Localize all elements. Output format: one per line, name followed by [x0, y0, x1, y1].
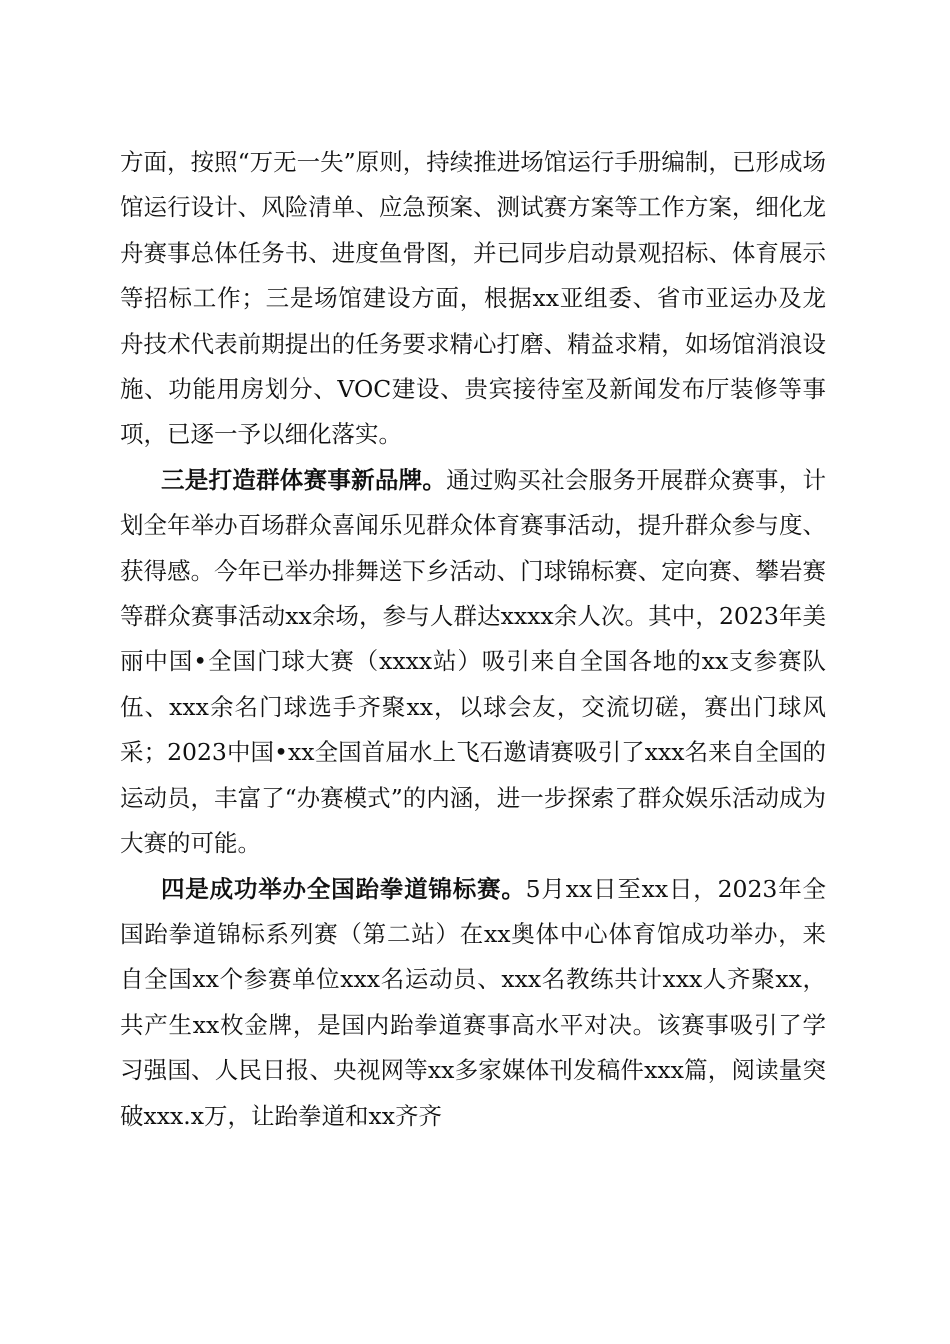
- paragraph-text: 5月xx日至xx日，2023年全国跆拳道锦标系列赛（第二站）在xx奥体中心体育馆成功举办，来自全国xx个参赛单位xxx名运动员、xxx名教练共计xxx人齐聚xx，共产生xx枚金牌，是国内跆拳道赛事高水平对决。该赛事吸引了学习强国、人民日报、央视网等xx多家媒体刊发稿件xxx篇，阅读量突破xxx.x万，让跆拳道和xx齐齐: [120, 874, 826, 1130]
- paragraph-heading: 四是成功举办全国跆拳道锦标赛。: [161, 874, 526, 903]
- paragraph-mass-events: [120, 458, 826, 867]
- paragraph-text: 通过购买社会服务开展群众赛事，计划全年举办百场群众喜闻乐见群众体育赛事活动，提升群众参与度、获得感。今年已举办排舞送下乡活动、门球锦标赛、定向赛、攀岩赛等群众赛事活动xx余场，参与人群达xxxx余人次。其中，2023年美丽中国•全国门球大赛（xxxx站）吸引来自全国各地的xx支参赛队伍、xxx余名门球选手齐聚xx，以球会友，交流切磋，赛出门球风采；2023中国•xx全国首届水上飞石邀请赛吸引了xxx名来自全国的运动员，丰富了“办赛模式”的内涵，进一步探索了群众娱乐活动成为大赛的可能。: [120, 465, 827, 858]
- paragraph-taekwondo-championship: [120, 867, 826, 1139]
- paragraph-heading: 三是打造群体赛事新品牌。: [161, 465, 447, 494]
- paragraph-venue-operations: [120, 140, 826, 458]
- paragraph-text: 方面，按照“万无一失”原则，持续推进场馆运行手册编制，已形成场馆运行设计、风险清单、应急预案、测试赛方案等工作方案，细化龙舟赛事总体任务书、进度鱼骨图，并已同步启动景观招标、体育展示等招标工作；三是场馆建设方面，根据xx亚组委、省市亚运办及龙舟技术代表前期提出的任务要求精心打磨、精益求精，如场馆消浪设施、功能用房划分、VOC建设、贵宾接待室及新闻发布厅装修等事项，已逐一予以细化落实。: [120, 148, 826, 449]
- document-body: [120, 140, 826, 1139]
